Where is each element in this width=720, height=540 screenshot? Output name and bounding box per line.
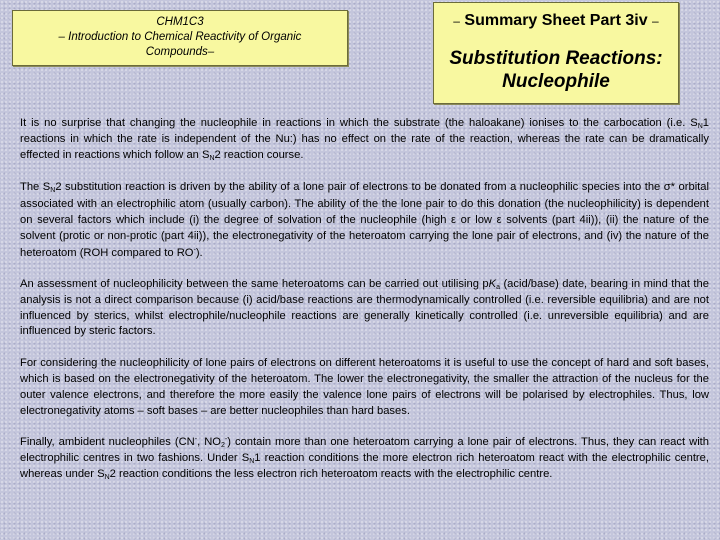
- p3-ka-a: a: [496, 283, 500, 291]
- p2-text-c: ).: [195, 246, 203, 259]
- sheet-title: [434, 3, 678, 31]
- p5-text-a: Finally, ambident nucleophiles (CN: [20, 436, 195, 448]
- p3-ka-k: K: [488, 277, 497, 290]
- title-dash-left: –: [453, 14, 460, 28]
- p5-sup-minus2: -: [224, 436, 228, 443]
- paragraph-sn1-rate: [20, 116, 709, 164]
- p1-text-b: 1 reactions in which the rate is independent of the Nu:) has no effect on the rate of the reaction, whereas the rate can be dramatically effected in reactions which follow an S: [20, 117, 709, 161]
- course-name: – Introduction to Chemical Reactivity of Organic: [58, 31, 302, 43]
- p1-sub-n: N: [697, 123, 703, 130]
- summary-body: [20, 116, 709, 498]
- title-dash-right: –: [652, 14, 659, 28]
- sheet-title-box: [433, 2, 679, 104]
- p2-sub-n: N: [50, 187, 56, 195]
- paragraph-hard-soft-bases: [20, 356, 709, 420]
- sheet-subtitle-line1: Substitution Reactions:: [449, 48, 663, 69]
- p3-text-b: (acid/base) date, bearing in mind that the analysis is not a direct comparison because (i) acid/base reactions are thermodynamically controlled (i.e. reversible equilibria) and are not influenced by sterics, whilst electrophile/nucleophile reactions are generally kinetically controlled (i.e. unreversible equilibria) and are influenced by steric factors.: [20, 277, 709, 338]
- course-title: [13, 11, 347, 60]
- p5-sub-2: 2: [220, 442, 225, 449]
- p2-text-b: 2 substitution reaction is driven by the ability of a lone pair of electrons to be donated from a nucleophilic species into the σ* orbital associated with an electrophilic atom (usually carbon). The ability of the the lone pair to do this donation (the nucleophilicity) is dependent on several factors which include (i) the degree of solvation of the nucleophile (high ε or low ε solvents (part 4ii)), (ii) the nature of the solvent (protic or non-protic (part 4ii)), the electronegativity of the heteroatom carrying the lone pair of electrons, and (iv) the nature of the heteroatom (ROH compared to RO: [20, 181, 709, 259]
- p1-text-a: It is no surprise that changing the nucleophile in reactions in which the substrate (the haloakane) ionises to the carbocation (i.e. S: [20, 117, 698, 129]
- course-title-box: [12, 10, 348, 66]
- p5-text-b: , NO: [197, 436, 221, 448]
- p3-text-a: An assessment of nucleophilicity between the same heteroatoms can be carried out utilising p: [20, 277, 489, 290]
- course-code: CHM1C3: [156, 16, 204, 28]
- sheet-subtitle-line2: Nucleophile: [502, 71, 610, 92]
- p2-text-a: The S: [20, 181, 51, 194]
- p5-sub-n: N: [249, 457, 255, 465]
- sheet-subtitle: [434, 31, 678, 93]
- p1-text-c: 2 reaction course.: [214, 148, 304, 161]
- sheet-title-text: Summary Sheet Part 3iv: [464, 12, 648, 29]
- course-name-cont: Compounds–: [145, 46, 215, 58]
- p5-sup-minus: -: [194, 436, 198, 443]
- p4-text: For considering the nucleophilicity of lone pairs of electrons on different heteroatoms it is useful to use the concept of hard and soft bases, which is based on the electronegativity of the heteroatom. The lower the electronegativity, the smaller the attraction of the nucleus for the outer valence electrons, and therefore the more easily the valence lone pairs of electrons will be polarised by electrophiles. Thus, low electronegativity atoms – soft bases – are better nucleophiles than hard bases.: [20, 356, 709, 417]
- paragraph-ambident-nucleophiles: [20, 435, 709, 483]
- p2-sup-minus: -: [193, 246, 196, 254]
- p5-sub-n2: N: [104, 473, 110, 481]
- p5-text-d: 1 reaction conditions the more electron rich heteroatom react with the electrophilic centre, whereas under S: [20, 451, 709, 480]
- p5-text-e: 2 reaction conditions the less electron rich heteroatom reacts with the electrophilic centre.: [109, 467, 553, 480]
- p5-text-c: ) contain more than one heteroatom carrying a lone pair of electrons. Thus, they can react with electrophilic centres in two fashions. Under S: [20, 436, 710, 464]
- p1-sub-n2: N: [209, 154, 215, 162]
- paragraph-sn2-driving-force: [20, 179, 709, 261]
- paragraph-pka-assessment: [20, 277, 709, 341]
